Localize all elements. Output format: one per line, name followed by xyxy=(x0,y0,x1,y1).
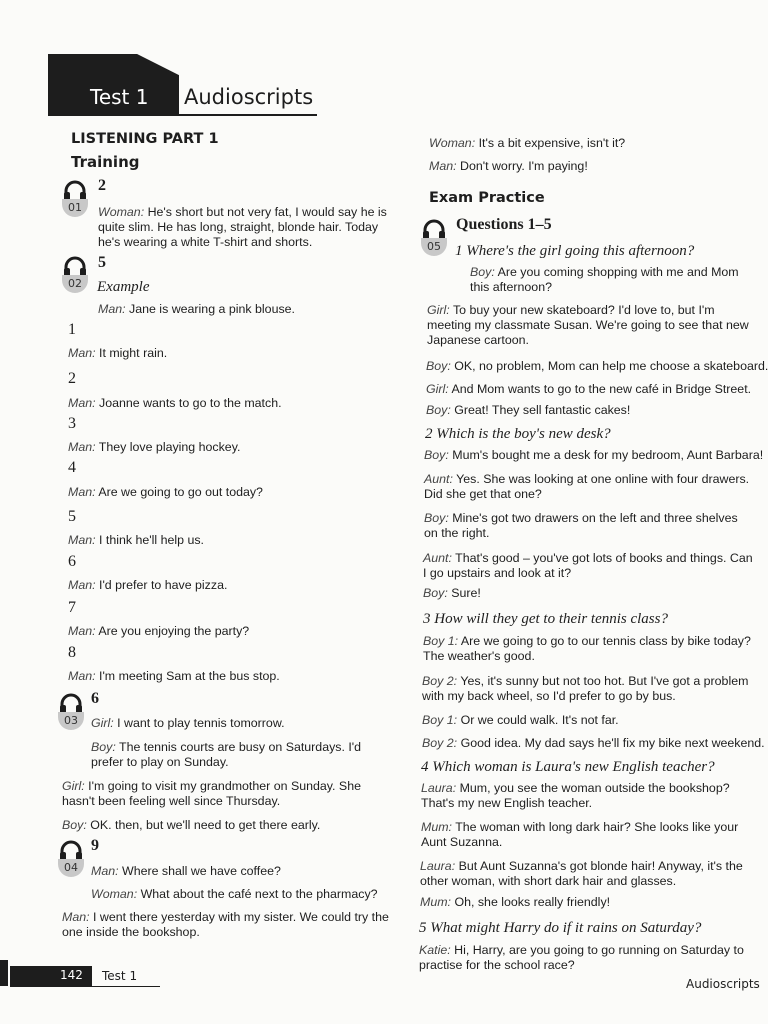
footer-test-label: Test 1 xyxy=(102,969,138,983)
dialogue-line: Boy: Sure! xyxy=(423,586,481,600)
dialogue-line: with my back wheel, so I'd prefer to go by bus. xyxy=(422,689,676,703)
dialogue-line: Japanese cartoon. xyxy=(427,333,529,347)
question-1-heading: 1 Where's the girl going this afternoon? xyxy=(455,243,695,259)
dialogue-line: Boy 2: Yes, it's sunny but not too hot. But I've got a problem xyxy=(422,674,749,688)
dialogue-line: Boy: Mum's bought me a desk for my bedroom, Aunt Barbara! xyxy=(424,448,764,462)
list-number: 2 xyxy=(68,370,76,387)
dialogue-line: That's my new English teacher. xyxy=(421,796,593,810)
track-number: 01 xyxy=(62,199,88,217)
dialogue-line: I go upstairs and look at it? xyxy=(423,566,572,580)
dialogue-line: Boy 1: Are we going to go to our tennis class by bike today? xyxy=(423,634,751,648)
dialogue-line: Boy 1: Or we could walk. It's not far. xyxy=(422,713,619,727)
dialogue-line: Man: I went there yesterday with my sister. We could try the xyxy=(62,910,389,924)
dialogue-line: Boy: OK. then, but we'll need to get there early. xyxy=(62,818,321,832)
list-number: 8 xyxy=(68,644,76,661)
question-5-heading: 5 What might Harry do if it rains on Saturday? xyxy=(419,920,702,936)
list-number: 4 xyxy=(68,459,76,476)
item-number: 5 xyxy=(98,254,106,271)
dialogue-line: Girl: To buy your new skateboard? I'd love to, but I'm xyxy=(427,303,715,317)
dialogue-line: Boy: Are you coming shopping with me and Mom xyxy=(470,265,739,279)
list-number: 7 xyxy=(68,599,76,616)
dialogue-line: Boy: Great! They sell fantastic cakes! xyxy=(426,403,631,417)
header-title: Audioscripts xyxy=(184,85,314,109)
dialogue-line: Girl: I want to play tennis tomorrow. xyxy=(91,716,285,730)
dialogue-line: meeting my classmate Susan. We're going to see that new xyxy=(427,318,749,332)
dialogue-line: Man: I'm meeting Sam at the bus stop. xyxy=(68,669,280,683)
dialogue-line: hasn't been feeling well since Thursday. xyxy=(62,794,281,808)
dialogue-line: Girl: I'm going to visit my grandmother on Sunday. She xyxy=(62,779,361,793)
dialogue-line: Man: I'd prefer to have pizza. xyxy=(68,578,228,592)
dialogue-line: this afternoon? xyxy=(470,280,552,294)
dialogue-line: quite slim. He has long, straight, blonde hair. Today xyxy=(98,220,379,234)
dialogue-line: Katie: Hi, Harry, are you going to go running on Saturday to xyxy=(419,943,744,957)
dialogue-line: practise for the school race? xyxy=(419,958,575,972)
dialogue-line: Woman: What about the café next to the pharmacy? xyxy=(91,887,378,901)
list-number: 6 xyxy=(68,553,76,570)
questions-heading: Questions 1–5 xyxy=(456,216,552,233)
dialogue-line: Aunt: That's good – you've got lots of books and things. Can xyxy=(423,551,753,565)
dialogue-line: Laura: Mum, you see the woman outside the bookshop? xyxy=(421,781,730,795)
dialogue-line: Man: Joanne wants to go to the match. xyxy=(68,396,282,410)
header-test-label: Test 1 xyxy=(90,85,149,109)
dialogue-line: Aunt Suzanna. xyxy=(421,835,503,849)
page-edge-mark xyxy=(0,960,8,986)
list-number: 1 xyxy=(68,321,76,338)
dialogue-line: Did she get that one? xyxy=(424,487,542,501)
dialogue-line: Boy: Mine's got two drawers on the left and three shelves xyxy=(424,511,738,525)
track-number: 02 xyxy=(62,275,88,293)
dialogue-line: Mum: The woman with long dark hair? She looks like your xyxy=(421,820,739,834)
dialogue-line: he's wearing a white T-shirt and shorts. xyxy=(98,235,313,249)
dialogue-line: one inside the bookshop. xyxy=(62,925,200,939)
dialogue-line: Man: Are you enjoying the party? xyxy=(68,624,250,638)
dialogue-line: Man: Are we going to go out today? xyxy=(68,485,263,499)
dialogue-line: Man: I think he'll help us. xyxy=(68,533,204,547)
dialogue-line: Woman: It's a bit expensive, isn't it? xyxy=(429,136,626,150)
dialogue-line: Boy: The tennis courts are busy on Saturdays. I'd xyxy=(91,740,362,754)
question-3-heading: 3 How will they get to their tennis class? xyxy=(423,611,668,627)
footer-rule xyxy=(10,986,160,987)
exam-practice-heading: Exam Practice xyxy=(429,190,545,206)
dialogue-line: Man: Where shall we have coffee? xyxy=(91,864,281,878)
dialogue-line: other woman, with short dark hair and glasses. xyxy=(420,874,677,888)
footer-page-number: 142 xyxy=(60,968,83,982)
dialogue-line: prefer to play on Sunday. xyxy=(91,755,229,769)
dialogue-line: Boy: OK, no problem, Mom can help me choose a skateboard. xyxy=(426,359,768,373)
footer-section-label: Audioscripts xyxy=(686,977,760,991)
question-2-heading: 2 Which is the boy's new desk? xyxy=(425,426,611,442)
dialogue-line: Man: It might rain. xyxy=(68,346,168,360)
list-number: 3 xyxy=(68,415,76,432)
header-rule xyxy=(179,114,317,116)
question-4-heading: 4 Which woman is Laura's new English teacher? xyxy=(421,759,715,775)
dialogue-line: Mum: Oh, she looks really friendly! xyxy=(420,895,611,909)
training-heading: Training xyxy=(71,153,140,171)
track-number: 03 xyxy=(58,712,84,730)
dialogue-line: on the right. xyxy=(424,526,490,540)
dialogue-line: Aunt: Yes. She was looking at one online with four drawers. xyxy=(424,472,750,486)
dialogue-line: Woman: He's short but not very fat, I would say he is xyxy=(98,205,387,219)
dialogue-line: Girl: And Mom wants to go to the new café in Bridge Street. xyxy=(426,382,752,396)
item-number: 9 xyxy=(91,837,99,854)
dialogue-line: Laura: But Aunt Suzanna's got blonde hair! Anyway, it's the xyxy=(420,859,743,873)
part-title: LISTENING PART 1 xyxy=(71,131,219,147)
item-number: 2 xyxy=(98,177,106,194)
example-label: Example xyxy=(97,279,150,295)
item-number: 6 xyxy=(91,690,99,707)
dialogue-line: Man: Jane is wearing a pink blouse. xyxy=(98,302,295,316)
dialogue-line: Boy 2: Good idea. My dad says he'll fix my bike next weekend. xyxy=(422,736,765,750)
track-number: 04 xyxy=(58,859,84,877)
dialogue-line: Man: Don't worry. I'm paying! xyxy=(429,159,588,173)
dialogue-line: The weather's good. xyxy=(423,649,535,663)
list-number: 5 xyxy=(68,508,76,525)
dialogue-line: Man: They love playing hockey. xyxy=(68,440,241,454)
track-number: 05 xyxy=(421,238,447,256)
